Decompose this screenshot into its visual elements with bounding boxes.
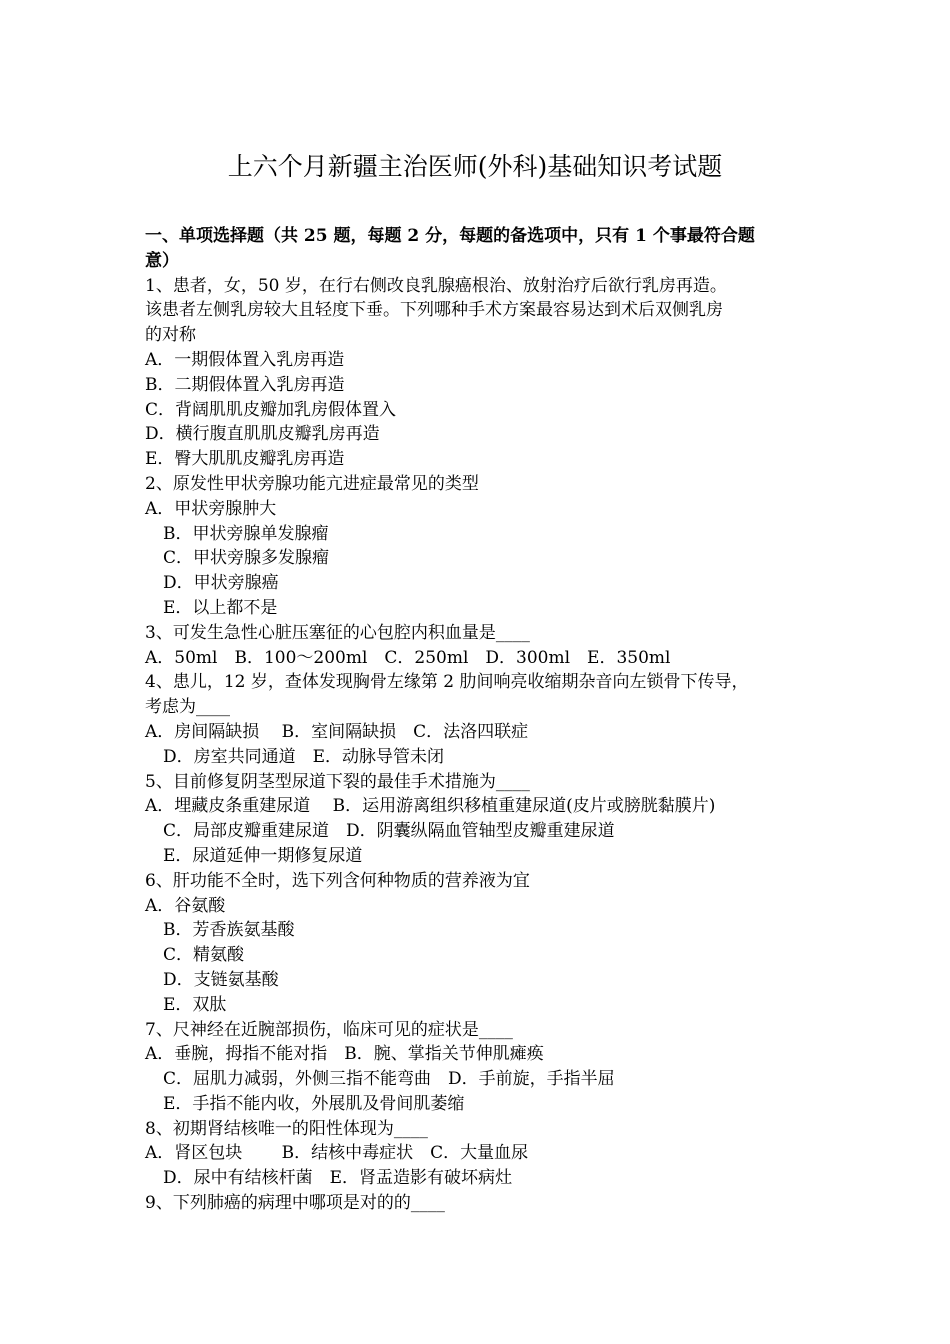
question-6-option-a: A．谷氨酸 — [145, 895, 226, 916]
question-1-option-e: E．臀大肌肌皮瓣乳房再造 — [145, 449, 345, 470]
question-2-option-a: A．甲状旁腺肿大 — [145, 498, 277, 519]
question-2-option-d: D．甲状旁腺癌 — [163, 573, 279, 594]
question-4-options-abc: A．房间隔缺损 B．室间隔缺损 C．法洛四联症 — [145, 721, 529, 742]
question-5-option-e: E．尿道延伸一期修复尿道 — [163, 845, 363, 866]
question-9-stem: 9、下列肺癌的病理中哪项是对的的____ — [145, 1193, 445, 1214]
question-3-stem: 3、可发生急性心脏压塞征的心包腔内积血量是____ — [145, 622, 530, 643]
question-6-option-c: C．精氨酸 — [163, 945, 245, 966]
question-7-option-e: E．手指不能内收，外展肌及骨间肌萎缩 — [163, 1093, 465, 1114]
question-7-stem: 7、尺神经在近腕部损伤，临床可见的症状是____ — [145, 1019, 513, 1040]
question-7-options-ab: A．垂腕，拇指不能对指 B．腕、掌指关节伸肌瘫痪 — [145, 1044, 544, 1065]
question-2-stem: 2、原发性甲状旁腺功能亢进症最常见的类型 — [145, 473, 479, 494]
question-5-stem: 5、目前修复阴茎型尿道下裂的最佳手术措施为____ — [145, 771, 530, 792]
question-4-line-2: 考虑为____ — [145, 697, 230, 718]
question-8-options-abc: A．肾区包块 B．结核中毒症状 C．大量血尿 — [145, 1143, 529, 1164]
document-body — [145, 224, 825, 1216]
question-6-option-e: E．双肽 — [163, 994, 227, 1015]
question-1-option-a: A．一期假体置入乳房再造 — [145, 349, 345, 370]
question-8-stem: 8、初期肾结核唯一的阳性体现为____ — [145, 1118, 428, 1139]
question-8-options-de: D．尿中有结核杆菌 E．肾盂造影有破坏病灶 — [163, 1168, 513, 1189]
question-7-options-cd: C．屈肌力减弱，外侧三指不能弯曲 D．手前旋，手指半屈 — [163, 1069, 615, 1090]
question-1-line-3: 的对称 — [145, 325, 196, 346]
question-3-options: A．50ml B．100～200ml C．250ml D．300ml E．350ml — [145, 647, 671, 668]
section-heading-line-2: 意） — [145, 250, 179, 271]
question-6-stem: 6、肝功能不全时，选下列含何种物质的营养液为宜 — [145, 870, 530, 891]
question-5-options-cd: C．局部皮瓣重建尿道 D．阴囊纵隔血管轴型皮瓣重建尿道 — [163, 821, 615, 842]
question-2-option-e: E．以上都不是 — [163, 597, 278, 618]
question-4-options-de: D．房室共同通道 E．动脉导管未闭 — [163, 746, 445, 767]
question-1-option-c: C．背阔肌肌皮瓣加乳房假体置入 — [145, 399, 397, 420]
document-title: 上六个月新疆主治医师(外科)基础知识考试题 — [227, 152, 723, 181]
question-5-options-ab: A．埋藏皮条重建尿道 B．运用游离组织移植重建尿道(皮片或膀胱黏膜片) — [145, 796, 716, 817]
question-6-option-d: D．支链氨基酸 — [163, 969, 279, 990]
question-1-line-2: 该患者左侧乳房较大且轻度下垂。下列哪种手术方案最容易达到术后双侧乳房 — [145, 300, 723, 321]
question-2-option-c: C．甲状旁腺多发腺瘤 — [163, 548, 330, 569]
question-2-option-b: B．甲状旁腺单发腺瘤 — [163, 523, 329, 544]
question-6-option-b: B．芳香族氨基酸 — [163, 920, 295, 941]
section-heading-line-1: 一、单项选择题（共 25 题，每题 2 分，每题的备选项中，只有 1 个事最符合题 — [145, 226, 755, 246]
question-1-line-1: 1、患者，女，50 岁，在行右侧改良乳腺癌根治、放射治疗后欲行乳房再造。 — [145, 275, 727, 296]
question-4-line-1: 4、患儿，12 岁，查体发现胸骨左缘第 2 肋间响亮收缩期杂音向左锁骨下传导， — [145, 672, 749, 693]
question-1-option-d: D．横行腹直肌肌皮瓣乳房再造 — [145, 424, 380, 445]
question-1-option-b: B．二期假体置入乳房再造 — [145, 374, 345, 395]
